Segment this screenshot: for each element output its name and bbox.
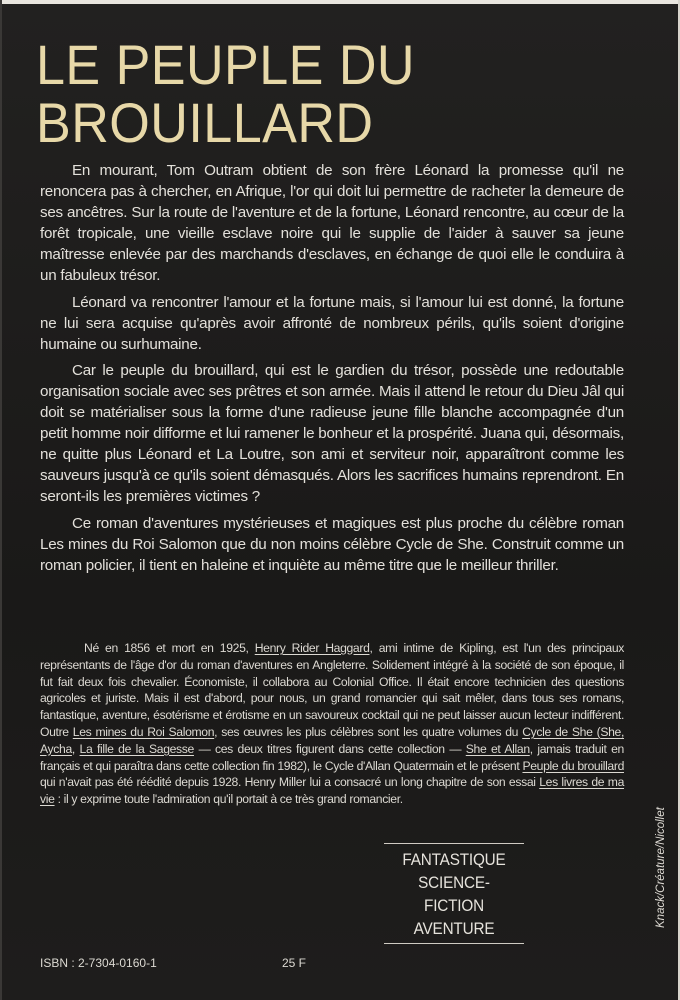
bio-text: Né en 1856 et mort en 1925, [84, 641, 255, 655]
genre-label: FANTASTIQUE [402, 850, 506, 869]
bio-text: , jamais traduit en français et qui paraîtra dans cette collection fin 1982), le Cycle d'Allan Quatermain et le présent [40, 741, 624, 773]
synopsis [40, 160, 624, 581]
bio-text: , [620, 724, 624, 739]
book-title-line-2: BROUILLARD [36, 91, 374, 154]
author-name: Henry Rider Haggard [254, 641, 370, 655]
book-title-ref: Cycle de She [522, 724, 593, 739]
genre-label: SCIENCE-FICTION [418, 873, 490, 915]
page-edge-top [0, 0, 680, 4]
book-title-ref: La fille de la Sagesse [79, 741, 194, 756]
book-title-ref: Les mines du Roi Salomon [72, 724, 215, 739]
book-title-ref: She [600, 724, 621, 739]
page-edge-left [0, 0, 2, 1000]
isbn: ISBN : 2-7304-0160-1 [40, 956, 157, 970]
author-biography [40, 640, 624, 808]
synopsis-paragraph-4: Ce roman d'aventures mystérieuses et magiques est plus proche du célèbre roman Les mines du Roi Salomon que du non moins célèbre Cycle de She. Construit comme un roman policier, il tient en haleine et inquiète au même titre que le meilleur thriller. [40, 514, 624, 574]
price: 25 F [282, 956, 307, 970]
book-title-ref: Peuple du brouillard [522, 758, 624, 773]
synopsis-paragraph-2: Léonard va rencontrer l'amour et la fortune mais, si l'amour lui est donné, la fortune ne lui sera acquise qu'après avoir affronté de nombreux périls, qu'ils soient d'origine humaine ou surhumaine. [40, 293, 624, 353]
book-title-ref: She et Allan [465, 741, 530, 756]
bio-text: qui n'avait pas été réédité depuis 1928. Henry Miller lui a consacré un long chapitre de son essai [40, 775, 540, 790]
book-title-ref: Aycha [40, 741, 72, 756]
synopsis-paragraph-3: Car le peuple du brouillard, qui est le gardien du trésor, possède une redoutable organisation sociale avec ses prêtres et son armée. Mais il attend le retour du Dieu Jâl qui doit se matérialiser sous la forme d'une radieuse jeune fille blanche accompagnée d'un petit homme noir difforme et lui ramener le bonheur et la prospérité. Juana qui, désormais, ne quitte plus Léonard et La Loutre, son ami et serviteur noir, apparaîtront comme les sauveurs jusqu'à ce qu'ils soient démasqués. Alors les sacrifices humains reprendront. En seront-ils les premières victimes ? [40, 361, 624, 506]
book-title [36, 33, 557, 154]
book-title-ref: Les livres de ma vie [40, 775, 624, 807]
bio-text: , [71, 741, 80, 756]
bio-text: , ses œuvres les plus célèbres sont les quatre volumes du [214, 724, 523, 739]
biography-paragraph [40, 640, 624, 808]
bio-text: — ces deux titres figurent dans cette collection — [193, 741, 466, 756]
genre-box [384, 843, 524, 944]
bio-text: , ami intime de Kipling, est l'un des principaux représentants de l'âge d'or du roman d'aventures en Angleterre. Solidement intégré à la société de son époque, il fut fait deux fois chevalier. Économiste, il collabora au Colonial Office. Il était encore technicien des questions agricoles et juriste. Mais il est d'abord, pour nous, un grand romancier qui sait mêler, dans tous ses romans, fantastique, aventure, ésotérisme et érotisme en un savoureux cocktail qui ne peut laisser aucun lecteur indifférent. Outre [40, 641, 624, 739]
bio-text: : il y exprime toute l'admiration qu'il portait à ce très grand romancier. [54, 792, 403, 807]
genre-label: AVENTURE [413, 919, 495, 938]
synopsis-paragraph-1: En mourant, Tom Outram obtient de son frère Léonard la promesse qu'il ne renoncera pas à chercher, en Afrique, l'or qui doit lui permettre de racheter la demeure de ses ancêtres. Sur la route de l'aventure et de la fortune, Léonard rencontre, au cœur de la forêt tropicale, une vieille esclave noire qui le supplie de l'aider à sauver sa jeune maîtresse enlevée par des marchands d'esclaves, en échange de quoi elle le conduira à un fabuleux trésor. [40, 162, 624, 285]
bio-text: ( [592, 724, 601, 739]
cover-credit: Knack/Créature/Nicollet [655, 807, 667, 928]
book-title-line-1: LE PEUPLE DU [36, 33, 415, 96]
